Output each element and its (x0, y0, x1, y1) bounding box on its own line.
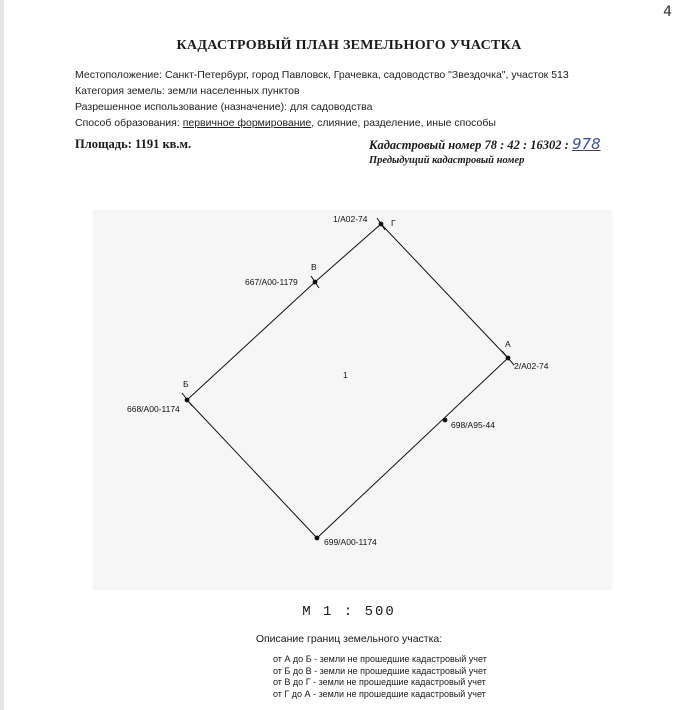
category-line: Категория земель: земли населенных пунктов (75, 85, 300, 97)
boundary-description-list (273, 654, 487, 700)
point-b (185, 398, 190, 403)
point-a (506, 356, 511, 361)
document-title: КАДАСТРОВЫЙ ПЛАН ЗЕМЕЛЬНОГО УЧАСТКА (176, 38, 522, 53)
boundary-item: от А до Б - земли не прошедшие кадастровый учет (273, 654, 487, 664)
permitted-use-line: Разрешенное использование (назначение): для садоводства (75, 101, 373, 113)
boundary-description-title: Описание границ земельного участка: (255, 633, 443, 645)
label-letter-a: А (505, 339, 511, 349)
parcel-number: 1 (343, 370, 348, 380)
label-code-mid-ad: 698/А95-44 (451, 420, 495, 430)
scale-label: М 1 : 500 (302, 604, 396, 620)
formation-line (75, 117, 496, 129)
label-code-b: 668/А00-1174 (127, 404, 180, 414)
cadastral-label: Кадастровый номер 78 : 42 : 16302 : (369, 138, 572, 152)
area-value: Площадь: 1191 кв.м. (75, 137, 192, 151)
formation-selected: первичное формирование (182, 117, 312, 129)
cadastral-handwritten-suffix: 978 (571, 135, 601, 153)
label-letter-v: В (311, 262, 317, 272)
label-code-v: 667/А00-1179 (245, 277, 298, 287)
parcel-plan (93, 210, 613, 590)
boundary-item: от В до Г - земли не прошедшие кадастровый учет (273, 677, 486, 687)
label-code-a: 2/А02-74 (514, 361, 549, 371)
label-code-g: 1/А02-74 (333, 214, 368, 224)
label-letter-g: Г (391, 218, 396, 228)
parcel-boundary (187, 224, 508, 538)
label-letter-b: Б (183, 379, 189, 389)
point-g (379, 222, 384, 227)
point-mid-ad (443, 418, 448, 423)
boundary-item: от Б до В - земли не прошедшие кадастровый учет (273, 665, 487, 676)
formation-rest: , слияние, разделение, иные способы (311, 117, 496, 129)
previous-cadastral-label: Предыдущий кадастровый номер (369, 155, 525, 166)
label-code-bottom: 699/А00-1174 (324, 537, 377, 547)
boundary-item: от Г до А - земли не прошедшие кадастровый учет (273, 688, 486, 699)
point-bottom (315, 536, 320, 541)
cadastral-number (369, 135, 601, 153)
formation-prefix: Способ образования: (75, 117, 183, 129)
point-v (313, 280, 318, 285)
parcel-plan-drawing (93, 210, 613, 590)
location-line: Местоположение: Санкт-Петербург, город Павловск, Грачевка, садоводство "Звездочка", участок 513 (75, 69, 569, 81)
page-number: 4 (663, 4, 672, 20)
